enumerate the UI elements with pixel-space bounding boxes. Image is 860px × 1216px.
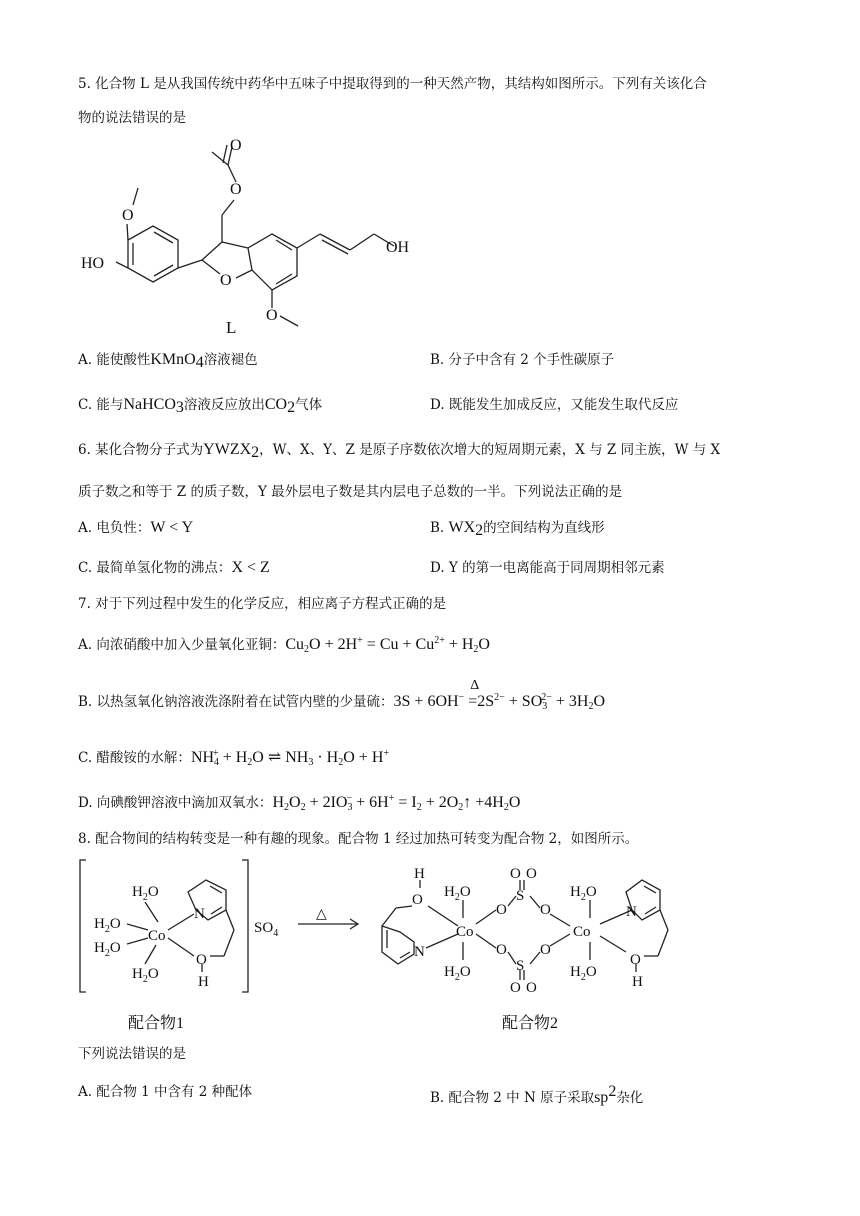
q6-option-c: C. 最简单氢化物的沸点：X < Z <box>78 559 270 576</box>
c2-n-right: N <box>626 904 637 920</box>
c2-o-s2b: O <box>540 942 551 958</box>
c1-o: O <box>196 952 207 968</box>
q5-oh-label: OH <box>386 239 410 256</box>
heat-delta-symbol: Δ <box>470 678 480 693</box>
c1-h2o-left2: $H_2O$ <box>94 940 121 959</box>
q6-option-b: B. $WX_2$的空间结构为直线形 <box>430 519 605 539</box>
c2-h-right: H <box>632 974 643 990</box>
c2-o-s1a: O <box>496 902 507 918</box>
c1-h: H <box>198 974 209 990</box>
q5-o-methoxy-bottom: O <box>266 307 278 324</box>
q8-stem: 8. 配合物间的结构转变是一种有趣的现象。配合物 1 经过加热可转变为配合物 2，如图所示。 <box>78 831 639 847</box>
c2-co-left: Co <box>456 924 474 940</box>
q6-option-a: A. 电负性：W < Y <box>78 519 194 536</box>
heat-symbol: △ <box>316 907 327 922</box>
q6-stem-line1: 6. 某化合物分子式为$YWZX_2$，W、X、Y、Z 是原子序数依次增大的短周期元素，X 与 Z 同主族，W 与 X <box>78 441 721 461</box>
q8-option-b: B. 配合物 2 中 N 原子采取$sp^2$杂化 <box>430 1083 644 1106</box>
q8-prompt: 下列说法错误的是 <box>78 1046 186 1062</box>
c2-h2o-4: $H_2O$ <box>570 964 597 983</box>
c2-s1-o1: O <box>510 866 521 882</box>
c2-h2o-1: $H_2O$ <box>444 884 471 903</box>
compound-l-structure <box>70 130 430 340</box>
c2-o-left: O <box>412 892 423 908</box>
q8-option-a: A. 配合物 1 中含有 2 种配体 <box>78 1084 253 1100</box>
c2-o-s1b: O <box>540 902 551 918</box>
q5-stem-line1: 5. 化合物 L 是从我国传统中药华中五味子中提取得到的一种天然产物，其结构如图所示。下列有关该化合 <box>78 76 707 92</box>
c1-h2o-bottom: $H_2O$ <box>132 966 159 985</box>
complex2-label: 配合物2 <box>502 1015 559 1032</box>
c2-n-left: N <box>414 944 425 960</box>
c2-s2-o2: O <box>526 980 537 996</box>
complex-transformation-figure <box>70 852 810 1042</box>
q6-option-d: D. Y 的第一电离能高于同周期相邻元素 <box>430 560 665 576</box>
c2-h2o-2: $H_2O$ <box>444 964 471 983</box>
so4-counterion: $SO_4$ <box>254 920 279 939</box>
q5-ho-label: HO <box>81 255 105 272</box>
c2-co-right: Co <box>573 924 591 940</box>
compound-l-label: L <box>226 318 237 337</box>
q7-option-b: B. 以热氢氧化钠溶液洗涤附着在试管内壁的少量硫：3S + 6OH− Δ $=2S^{2-} + SO_3^{2-} + 3H_2O$ <box>78 678 606 712</box>
c1-co: Co <box>148 928 166 944</box>
c2-s2: S <box>516 958 525 974</box>
q5-o-carbonyl: O <box>230 137 242 154</box>
q5-o-ester: O <box>230 181 242 198</box>
c2-h-left: H <box>414 866 425 882</box>
c1-h2o-left1: $H_2O$ <box>94 916 121 935</box>
q5-option-b: B. 分子中含有 2 个手性碳原子 <box>430 352 615 368</box>
q7-stem: 7. 对于下列过程中发生的化学反应，相应离子方程式正确的是 <box>78 596 447 612</box>
q5-stem-line2: 物的说法错误的是 <box>78 110 186 126</box>
q6-stem-line2: 质子数之和等于 Z 的质子数，Y 最外层电子数是其内层电子总数的一半。下列说法正确的是 <box>78 484 623 500</box>
c2-s1: S <box>516 888 525 904</box>
c2-h2o-3: $H_2O$ <box>570 884 597 903</box>
q5-option-c: C. 能与NaHCO$_3$溶液反应放出$CO_2$气体 <box>78 396 323 416</box>
q5-option-a: A. 能使酸性KMnO$_4$溶液褪色 <box>78 351 258 371</box>
c2-s1-o2: O <box>526 866 537 882</box>
c1-h2o-top: $H_2O$ <box>132 884 159 903</box>
q5-option-d: D. 既能发生加成反应，又能发生取代反应 <box>430 397 679 413</box>
c2-s2-o1: O <box>510 980 521 996</box>
q7-option-c: C. 醋酸铵的水解：$NH_4^+ + H_2O$ ⇌ $NH_3 \cdot H_2O + H^+$ <box>78 748 390 768</box>
q5-o-methoxy-top: O <box>122 207 134 224</box>
c2-o-s2a: O <box>496 942 507 958</box>
c2-o-right: O <box>630 952 641 968</box>
q5-o-ring: O <box>220 272 232 289</box>
complex1-label: 配合物1 <box>128 1015 185 1032</box>
q7-option-d: D. 向碘酸钾溶液中滴加双氧水：$H_2O_2 + 2IO_3^- + 6H^+ = I_2$ + $2O_2↑ +4H_2O$ <box>78 793 521 813</box>
c1-n: N <box>194 906 205 922</box>
q7-option-a: A. 向浓硝酸中加入少量氧化亚铜：$Cu_2O + 2H^+ = Cu + Cu^{2+} + H_2O$ <box>78 635 490 655</box>
